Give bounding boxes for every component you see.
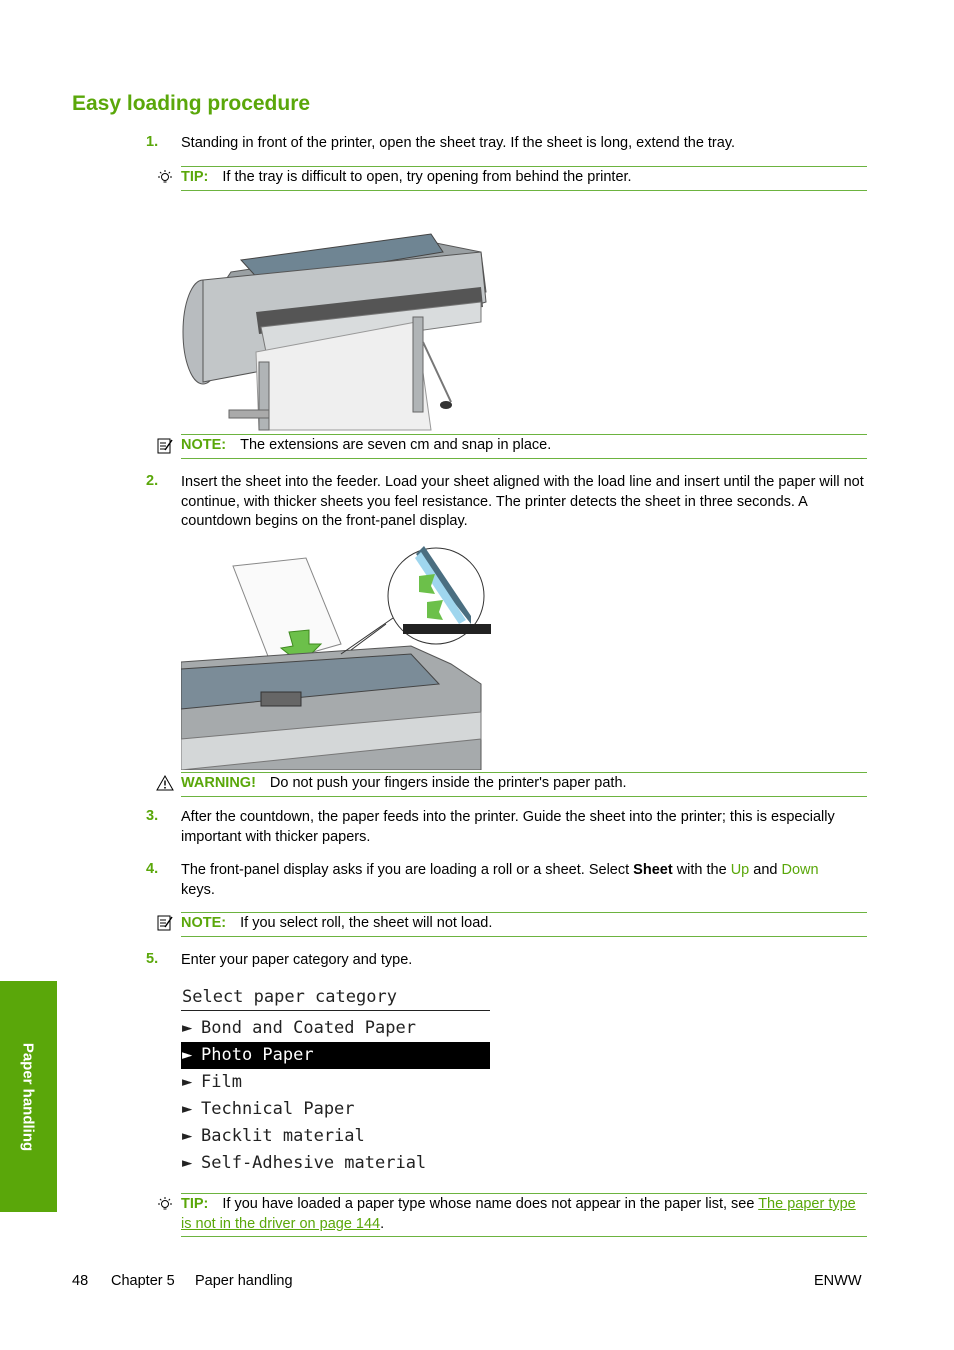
step-number: 4. [146,861,159,877]
note-callout [181,434,867,459]
menu-item-label: Bond and Coated Paper [201,1018,416,1038]
step-text: After the countdown, the paper feeds into the printer. Guide the sheet into the printer; this is especially important with thicker papers. [181,809,835,845]
menu-item[interactable] [181,1096,490,1123]
front-panel-menu [181,984,490,1177]
step-text-part: and [749,862,782,878]
chapter-side-tab [0,981,57,1212]
menu-item-selected[interactable] [181,1042,490,1069]
step-number: 3. [146,808,159,824]
printer-tray-illustration [181,232,491,432]
footer-chapter: Chapter 5 [111,1273,175,1289]
step-text-part: The front-panel display asks if you are loading a roll or a sheet. Select [181,862,634,878]
menu-item[interactable] [181,1150,490,1177]
step-number: 5. [146,951,159,967]
step-text: Enter your paper category and type. [181,952,413,968]
step-number: 2. [146,473,159,489]
note-label: NOTE: [181,437,227,453]
play-arrow-icon: ► [182,1018,193,1038]
tip-callout [181,1193,867,1237]
tip-label: TIP: [181,169,209,185]
section-title: Easy loading procedure [72,92,311,115]
menu-title: Select paper category [181,984,490,1011]
note-icon [156,914,174,932]
menu-item-label: Photo Paper [201,1045,314,1065]
menu-item-label: Technical Paper [201,1099,355,1119]
step-text: Insert the sheet into the feeder. Load your sheet aligned with the load line and insert until the paper will not continue, with thicker sheets you feel resistance. The printer detects the sheet in three seconds. A countdown begins on the front-panel display. [181,474,864,529]
play-arrow-icon: ► [182,1153,193,1173]
down-key-link[interactable]: Down [781,862,819,878]
warning-callout [181,772,867,797]
lightbulb-icon [156,1196,174,1214]
step-number: 1. [146,134,159,150]
note-callout [181,912,867,937]
tip-label: TIP: [181,1196,209,1212]
step-text-part: keys. [181,881,215,898]
menu-item-label: Backlit material [201,1126,365,1146]
play-arrow-icon: ► [182,1099,193,1119]
page-number: 48 [72,1273,89,1289]
footer-chapter-title: Paper handling [195,1273,293,1289]
paper-type-link[interactable]: The paper type is not in the driver on page 144 [181,1196,856,1232]
menu-item[interactable] [181,1069,490,1096]
note-icon [156,437,174,455]
tip-text: If the tray is difficult to open, try opening from behind the printer. [222,169,632,185]
sheet-insertion-illustration [181,544,491,770]
footer-doc-id: ENWW [814,1273,862,1289]
warning-label: WARNING! [181,775,256,791]
warning-text: Do not push your fingers inside the printer's paper path. [269,775,627,791]
warning-icon [156,774,174,792]
up-key-link[interactable]: Up [730,862,750,878]
step-text-part: with the [672,862,731,878]
tip-text: If you have loaded a paper type whose name does not appear in the paper list, see [222,1196,759,1212]
note-label: NOTE: [181,915,227,931]
tip-callout [181,166,867,191]
menu-item[interactable] [181,1123,490,1150]
menu-item[interactable] [181,1015,490,1042]
play-arrow-icon: ► [182,1126,193,1146]
play-arrow-icon: ► [182,1045,193,1065]
side-tab-label: Paper handling [19,1042,37,1152]
tip-text-end: . [380,1215,385,1232]
menu-item-label: Film [201,1072,242,1092]
note-text: If you select roll, the sheet will not load. [240,915,493,931]
menu-item-label: Self-Adhesive material [201,1153,427,1173]
play-arrow-icon: ► [182,1072,193,1092]
step-text: Standing in front of the printer, open the sheet tray. If the sheet is long, extend the tray. [181,135,736,151]
step-text [181,861,856,900]
note-text: The extensions are seven cm and snap in place. [240,437,552,453]
sheet-option-label: Sheet [633,862,673,878]
lightbulb-icon [156,169,174,187]
